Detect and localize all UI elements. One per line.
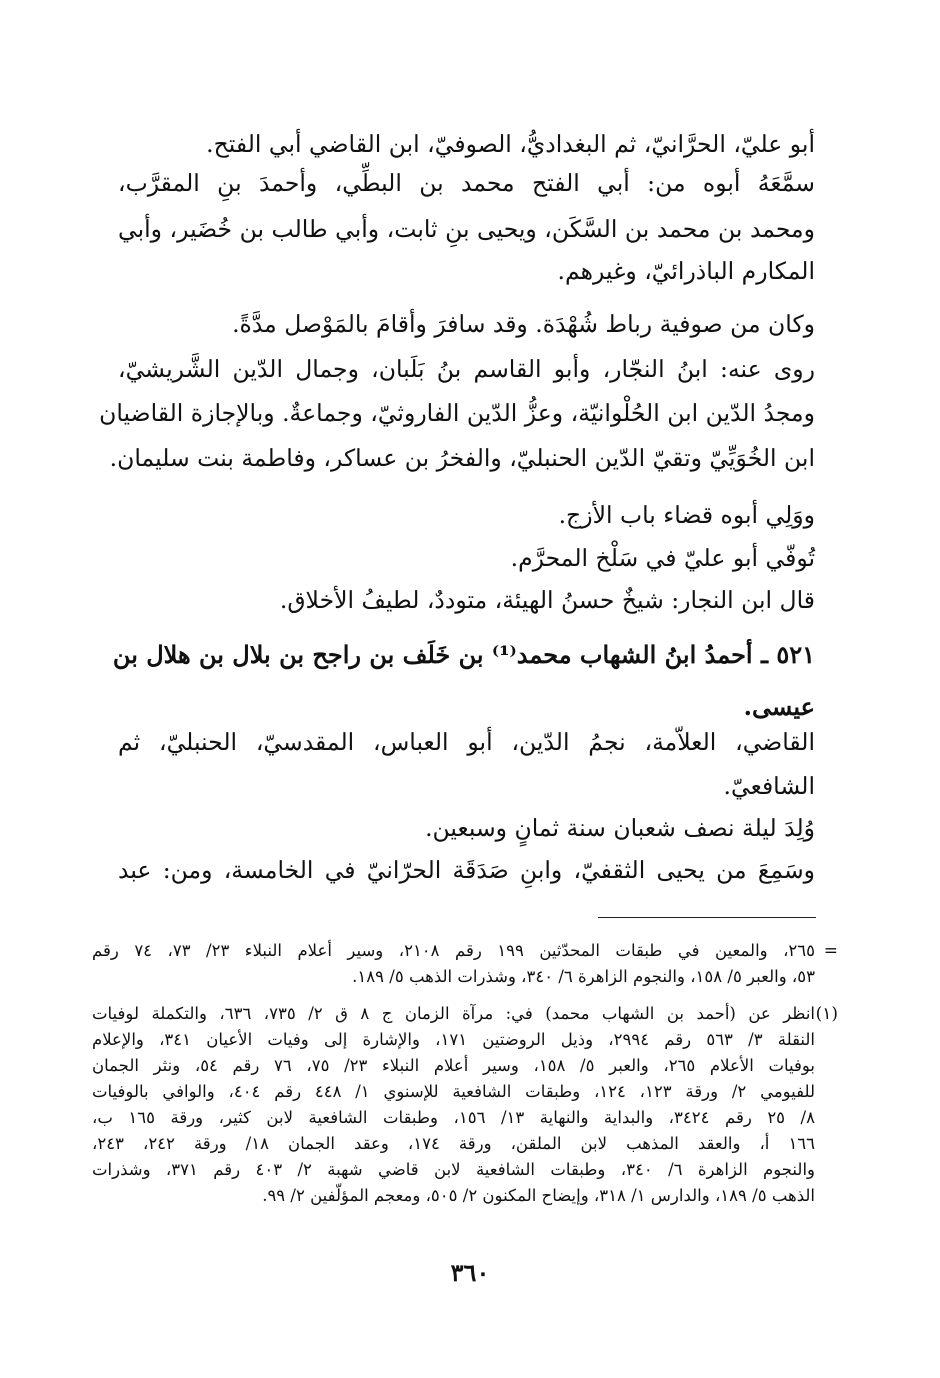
body-line: المكارم الباذرائيّ، وغيرهم. (557, 257, 815, 285)
body-line: الشافعيّ. (723, 772, 815, 800)
footnote-line: ١٦٦ أ، والعقد المذهب لابن الملقن، ورقة ١٧٤، وعقد الجمان ١٨/ ورقة ٢٤٢، ٢٤٣، (92, 1134, 816, 1153)
body-line: ووَلِي أبوه قضاء باب الأزج. (558, 501, 815, 529)
entry-heading: ٥٢١ ـ أحمدُ ابنُ الشهاب محمد⁽¹⁾ بن خَلَف بن راجح بن بلال بن هلال بن (112, 640, 815, 669)
body-line: ابن الخُوَيِّيّ وتقيّ الدّين الحنبليّ، والفخرُ بن عساكر، وفاطمة بنت سليمان. (109, 444, 815, 472)
body-line: ومحمد بن محمد بن السَّكَن، ويحيى بنِ ثابت، وأبي طالب بن خُضَير، وأبي (118, 215, 815, 243)
footnote-line: والنجوم الزاهرة ٦/ ٣٤٠، وطبقات الشافعية لابن قاضي شهبة ٢/ ٤٠٣ رقم ٣٧١، وشذرات (92, 1160, 815, 1179)
footnote-continuation-mark: = (823, 941, 838, 961)
footnote-line: انظر عن (أحمد بن الشهاب محمد) في: مرآة الزمان ج ٨ ق ٢/ ٧٣٥، ٦٣٦، والتكملة لوفيات (92, 1004, 816, 1023)
footnote-line: النقلة ٣/ ٥٦٣ رقم ٢٩٩٤، وذيل الروضتين ١٧١، والإشارة إلى وفيات الأعيان ٣٤١، والإعلام (92, 1030, 816, 1049)
entry-heading-continued: عيسى. (743, 692, 815, 721)
footnote-line: للفيومي ٢/ ورقة ١٢٣، ١٢٤، وطبقات الشافعية للإسنوي ١/ ٤٤٨ رقم ٤٠٤، والوافي بالوفيات (92, 1082, 815, 1101)
footnote-number: (١) (815, 1004, 838, 1024)
body-line: وكان من صوفية رباط شُهْدَة. وقد سافرَ وأقامَ بالمَوْصل مدَّةً. (232, 310, 815, 338)
body-line: روى عنه: ابنُ النجّار، وأبو القاسم بنُ بَلَبان، وجمال الدّين الشَّريشيّ، (118, 355, 815, 383)
footnote-line: ٥٣، والعبر ٥/ ١٥٨، والنجوم الزاهرة ٦/ ٣٤٠، وشذرات الذهب ٥/ ١٨٩. (352, 967, 815, 986)
body-line: سمَّعَهُ أبوه من: أبي الفتح محمد بن البطِّي، وأحمدَ بنِ المقرَّب، (118, 169, 815, 197)
body-line: وُلِدَ ليلة نصف شعبان سنة ثمانٍ وسبعين. (425, 814, 815, 842)
body-line: أبو عليّ، الحرَّانيّ، ثم البغداديُّ، الصوفيّ، ابن القاضي أبي الفتح. (206, 130, 815, 158)
body-line: قال ابن النجار: شيخٌ حسنُ الهيئة، متوددٌ، لطيفُ الأخلاق. (279, 586, 815, 614)
footnote-line: الذهب ٥/ ١٨٩، والدارس ١/ ٣١٨، وإيضاح المكنون ٢/ ٥٠٥، ومعجم المؤلّفين ٢/ ٩٩. (262, 1186, 815, 1205)
body-line: القاضي، العلاّمة، نجمُ الدّين، أبو العباس، المقدسيّ، الحنبليّ، ثم (118, 728, 815, 756)
footnote-line: ٢٦٥، والمعين في طبقات المحدّثين ١٩٩ رقم ٢١٠٨، وسير أعلام النبلاء ٢٣/ ٧٣، ٧٤ رقم (92, 941, 815, 960)
body-line: تُوفّي أبو عليّ في سَلْخ المحرَّم. (510, 544, 815, 572)
footnote-line: بوفيات الأعلام ٢٦٥، والعبر ٥/ ١٥٨، وسير أعلام النبلاء ٢٣/ ٧٥، ٧٦ رقم ٥٤، ونثر الجمان (92, 1056, 816, 1075)
body-line: ومجدُ الدّين ابن الحُلْوانيّة، وعزُّ الدّين الفاروثيّ، وجماعةٌ. وبالإجازة القاضيان (99, 399, 815, 427)
page-number: ٣٦٠ (450, 1258, 490, 1287)
body-line: وسَمِعَ من يحيى الثقفيّ، وابنِ صَدَقَة الحرّانيّ في الخامسة، ومن: عبد (118, 856, 815, 884)
footnote-separator (598, 917, 816, 918)
footnote-line: ٨/ ٢٥ رقم ٣٤٢٤، والبداية والنهاية ١٣/ ١٥٦، وطبقات الشافعية لابن كثير، ورقة ١٦٥ ب، (92, 1108, 815, 1127)
